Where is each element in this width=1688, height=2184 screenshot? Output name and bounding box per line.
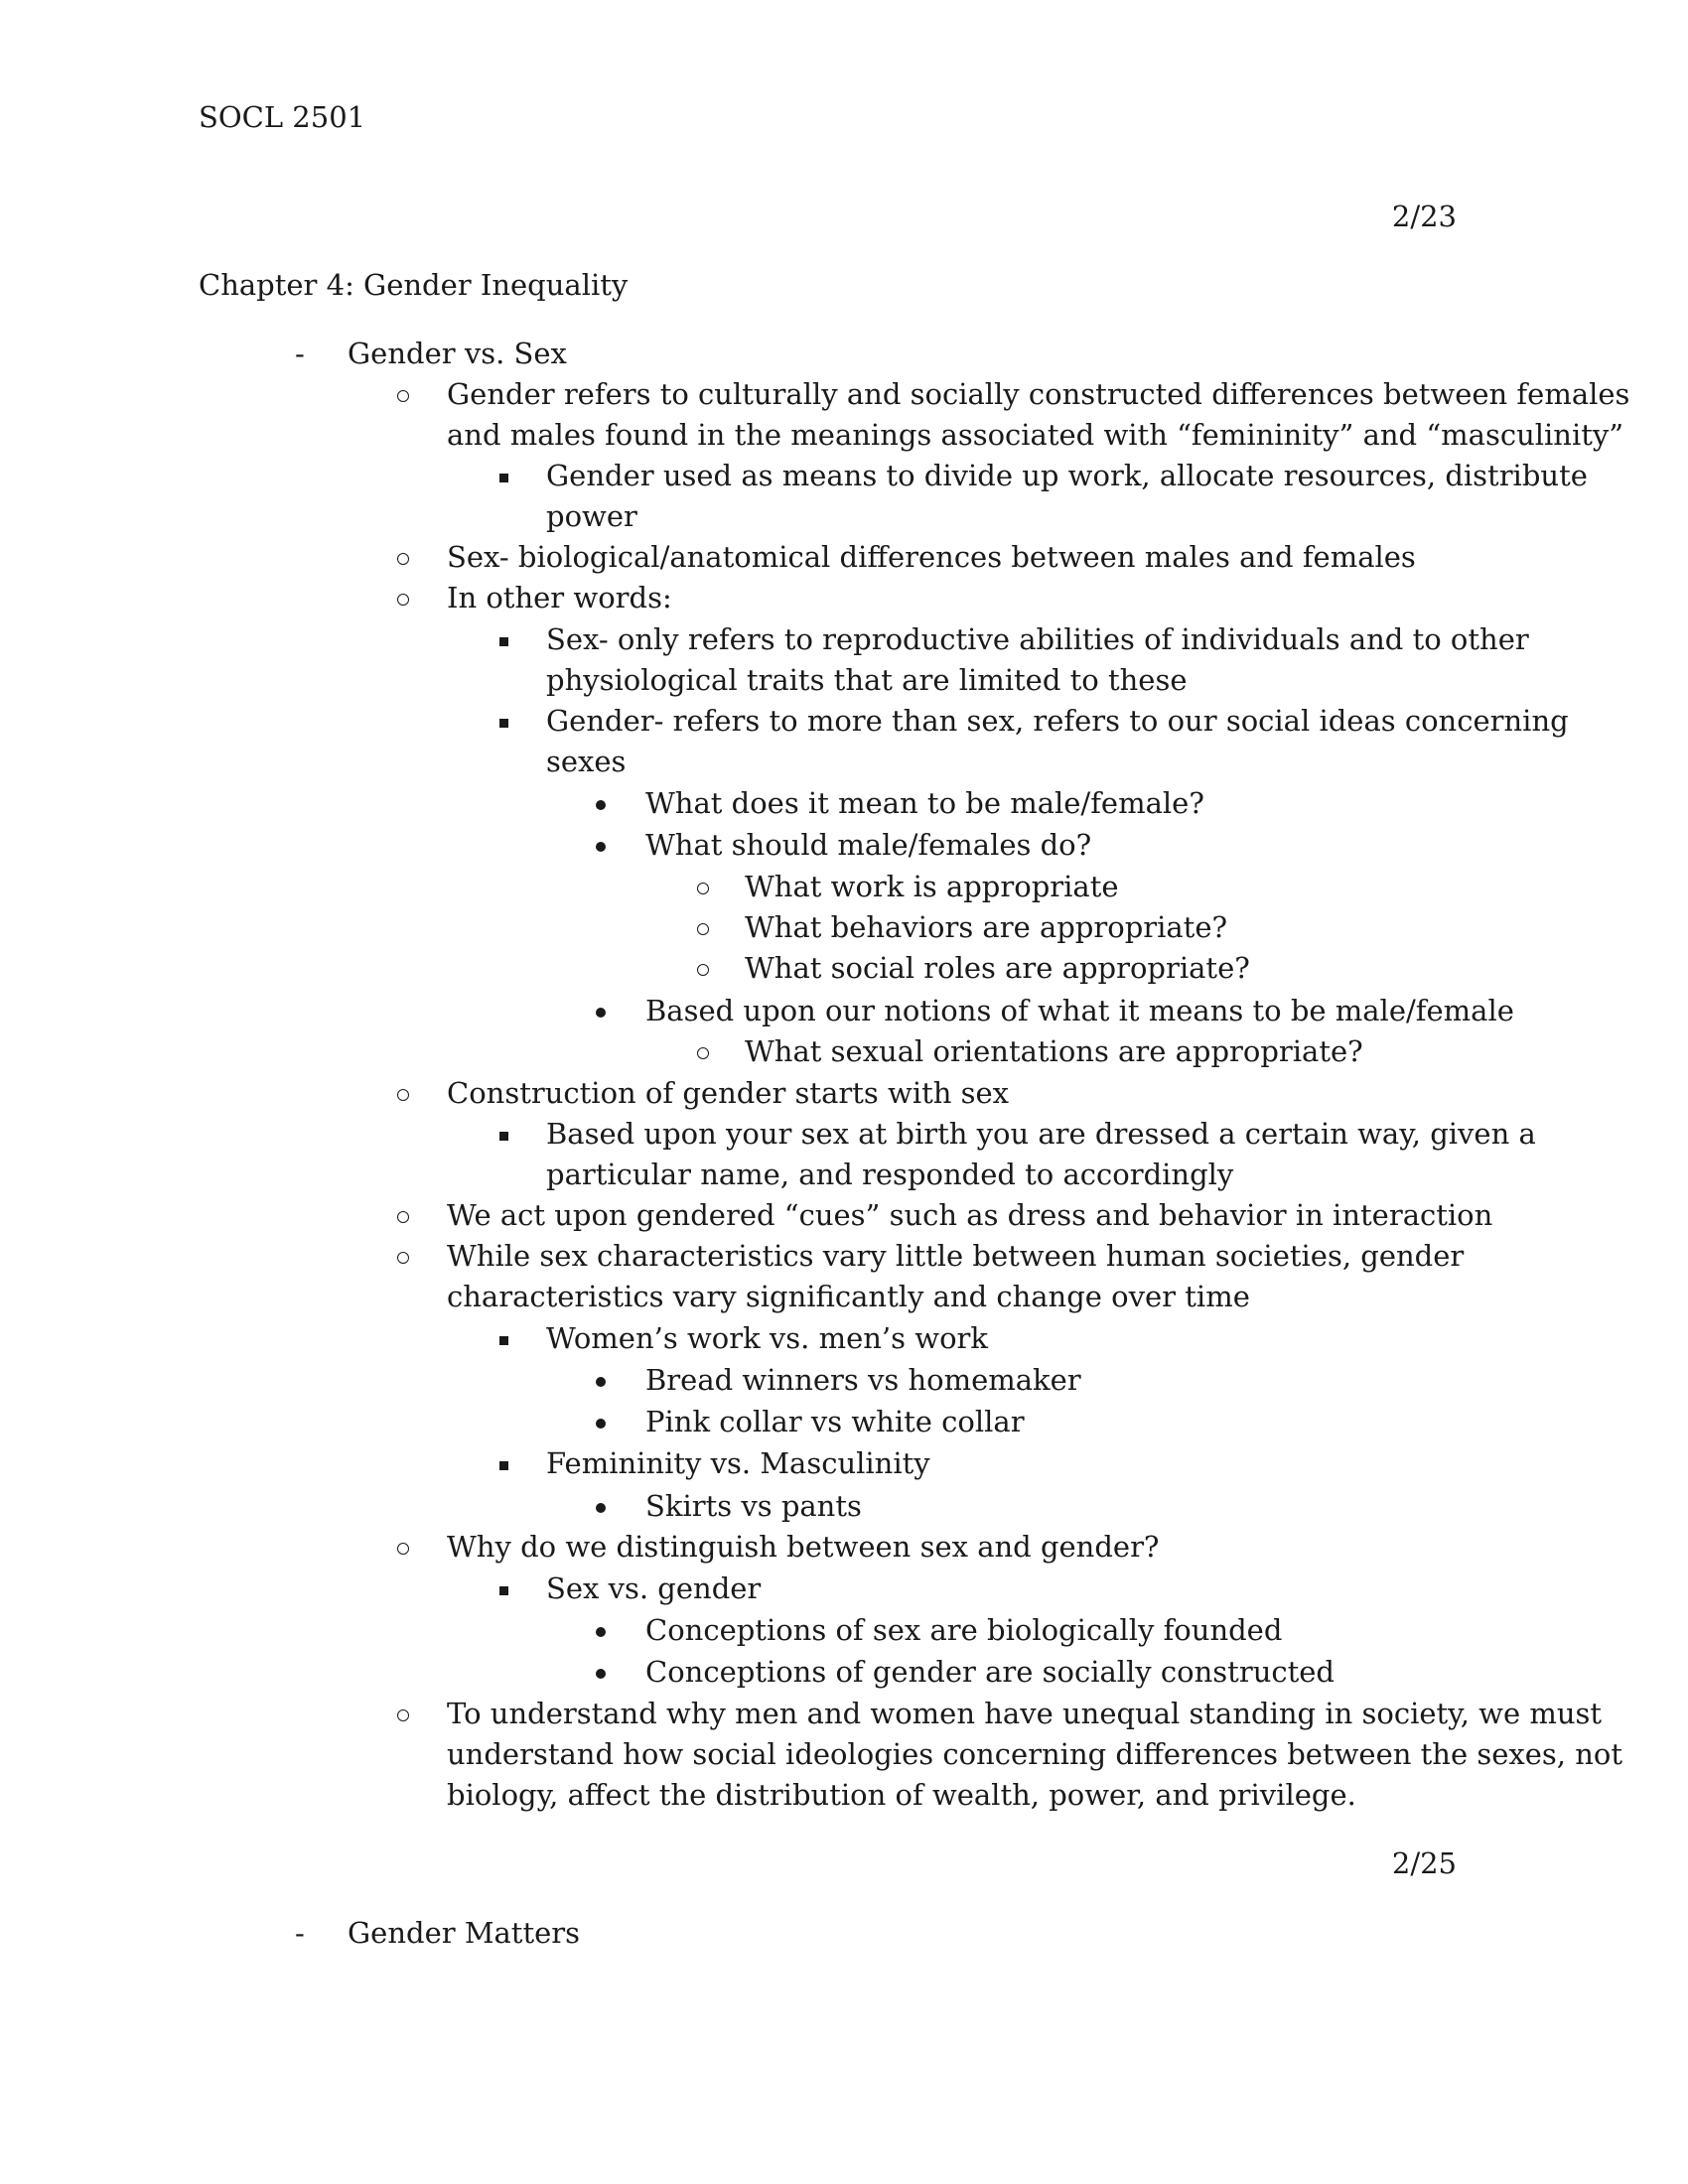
circle-bullet-icon — [397, 1694, 409, 1734]
outline-item-continued: understand how social ideologies concerning differences between the sexes, not — [447, 1737, 1623, 1771]
dot-bullet-icon — [596, 1486, 606, 1527]
outline-item-continued: power — [546, 499, 637, 533]
outline-item: To understand why men and women have unequal standing in society, we must — [447, 1697, 1603, 1730]
outline-item-continued: particular name, and responded to accordingly — [546, 1158, 1234, 1191]
outline-item: What should male/females do? — [645, 828, 1092, 862]
outline-item: What social roles are appropriate? — [745, 951, 1250, 985]
outline-item: Bread winners vs homemaker — [645, 1363, 1081, 1397]
outline-item: Femininity vs. Masculinity — [546, 1446, 930, 1480]
outline-item: Gender vs. Sex — [348, 337, 567, 370]
outline-item: Women’s work vs. men’s work — [546, 1321, 988, 1355]
outline-item-continued: and males found in the meanings associated with “femininity” and “masculinity” — [447, 418, 1624, 452]
outline-item: We act upon gendered “cues” such as dress and behavior in interaction — [447, 1198, 1493, 1232]
circle-bullet-icon — [397, 1195, 409, 1236]
outline-item: What work is appropriate — [745, 870, 1119, 903]
course-code: SOCL 2501 — [199, 100, 366, 134]
dot-bullet-icon — [596, 991, 606, 1031]
outline-item-continued: biology, affect the distribution of wealth, power, and privilege. — [447, 1778, 1356, 1812]
circle-bullet-icon — [697, 867, 709, 907]
date-heading: 2/23 — [1391, 200, 1457, 233]
circle-bullet-icon — [397, 1073, 409, 1114]
date-heading: 2/25 — [1391, 1846, 1457, 1880]
square-bullet-icon — [499, 1114, 508, 1155]
dash-bullet: - — [295, 1916, 305, 1950]
outline-item: Based upon your sex at birth you are dressed a certain way, given a — [546, 1117, 1536, 1151]
outline-item: Gender- refers to more than sex, refers to our social ideas concerning — [546, 704, 1569, 738]
circle-bullet-icon — [397, 537, 409, 578]
dot-bullet-icon — [596, 1360, 606, 1401]
dot-bullet-icon — [596, 783, 606, 824]
dot-bullet-icon — [596, 1652, 606, 1693]
outline-item: In other words: — [447, 581, 672, 614]
outline-item: Conceptions of sex are biologically founded — [645, 1613, 1283, 1647]
circle-bullet-icon — [397, 374, 409, 415]
outline-item: Gender refers to culturally and socially constructed differences between females — [447, 377, 1630, 411]
outline-item: Skirts vs pants — [645, 1489, 862, 1523]
circle-bullet-icon — [397, 1527, 409, 1568]
outline-item: Construction of gender starts with sex — [447, 1076, 1010, 1110]
outline-item-continued: physiological traits that are limited to these — [546, 663, 1188, 697]
square-bullet-icon — [499, 1569, 508, 1609]
square-bullet-icon — [499, 619, 508, 660]
outline-item: Sex- only refers to reproductive abilities of individuals and to other — [546, 622, 1529, 656]
square-bullet-icon — [499, 701, 508, 742]
chapter-title: Chapter 4: Gender Inequality — [199, 268, 629, 302]
outline-item: Why do we distinguish between sex and gender? — [447, 1530, 1160, 1564]
outline-item: Based upon our notions of what it means to be male/female — [645, 994, 1514, 1027]
outline-item: Gender used as means to divide up work, allocate resources, distribute — [546, 459, 1588, 492]
dot-bullet-icon — [596, 1402, 606, 1442]
outline-item: Gender Matters — [348, 1916, 581, 1950]
dash-bullet: - — [295, 337, 305, 370]
square-bullet-icon — [499, 456, 508, 496]
square-bullet-icon — [499, 1443, 508, 1484]
outline-item: Sex- biological/anatomical differences between males and females — [447, 540, 1416, 574]
outline-item: What behaviors are appropriate? — [745, 910, 1228, 944]
outline-item: While sex characteristics vary little between human societies, gender — [447, 1239, 1465, 1273]
square-bullet-icon — [499, 1318, 508, 1359]
circle-bullet-icon — [697, 1031, 709, 1072]
dot-bullet-icon — [596, 825, 606, 866]
outline-item: What does it mean to be male/female? — [645, 786, 1204, 820]
circle-bullet-icon — [397, 1236, 409, 1277]
outline-item-continued: characteristics vary significantly and change over time — [447, 1280, 1250, 1313]
circle-bullet-icon — [697, 907, 709, 948]
outline-item: Sex vs. gender — [546, 1571, 762, 1605]
outline-item: Pink collar vs white collar — [645, 1405, 1025, 1438]
outline-item: What sexual orientations are appropriate? — [745, 1034, 1363, 1068]
outline-item: Conceptions of gender are socially constructed — [645, 1655, 1335, 1689]
circle-bullet-icon — [397, 578, 409, 618]
circle-bullet-icon — [697, 948, 709, 989]
outline-item-continued: sexes — [546, 745, 627, 778]
dot-bullet-icon — [596, 1610, 606, 1651]
